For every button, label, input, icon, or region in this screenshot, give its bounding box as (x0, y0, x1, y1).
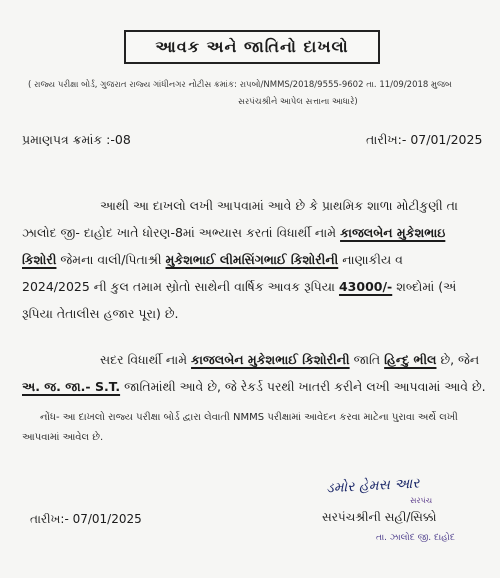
note-line1: નોંધ- આ દાખલો રાજ્ય પરીક્ષા બોર્ડ દ્વારા લેવાતી NMMS પરીક્ષામાં આવેદન કરવા માટેના પુરાવા અર્થે લખી (40, 412, 458, 423)
student-surname: કિશોરી (22, 252, 57, 267)
footer-date: તારીખ:- 07/01/2025 (30, 512, 142, 526)
para1-line2: ઝાલોદ જી- દાહોદ ખાતે ધોરણ-8માં અભ્યાસ કરતાં વિધાર્થી નામે કાજલબેન મુકેશભાઇ (22, 225, 446, 240)
parent-name: મુકેશભાઈ લીમસિંગભાઈ કિશોરીની (165, 252, 339, 267)
note-line2: આપવામાં આવેલ છે. (22, 432, 104, 443)
stamp-title: સરપંચ (410, 496, 433, 505)
issue-date: તારીખ:- 07/01/2025 (366, 132, 483, 147)
para2-line2: અ. જ. જા.- S.T. જાતિમાંથી આવે છે, જે રેકર્ડ પરથી ખાતરી કરીને લખી આપવામાં આવે છે. (22, 379, 486, 394)
student-name: કાજલબેન મુકેશભાઇ (340, 225, 446, 240)
para1-line4: 2024/2025 ની કુલ તમામ સ્રોતો સાથેની વાર્ષિક આવક રૂપિયા 43000/- શબ્દોમાં (અં (22, 279, 457, 294)
authority-reference-line2: સરપંચશ્રીને આપેલ સત્તાના આધારે) (238, 97, 358, 107)
para2-line1: સદર વિધાર્થી નામે કાજલબેન મુકેશભાઈ કિશોરીની જાતિ હિન્દુ ભીલ છે, જેન (100, 352, 480, 367)
handwritten-signature: ડમોર હેમસ આર (325, 475, 420, 497)
authority-reference-line1: ( રાજ્ય પરીક્ષા બોર્ડ, ગુજરાત રાજ્ય ગાંધીનગર નોટીસ ક્રમાંક: રાપબો/NMMS/2018/9555-9602 તા. 11/09/2018 મુજબ (28, 80, 452, 90)
certificate-number: પ્રમાણપત્ર ક્રમાંક :-08 (22, 132, 131, 147)
stamp-place: તા. ઝાલોદ જી. દાહોદ (376, 533, 455, 543)
para1-line3: કિશોરી જેમના વાલી/પિતાશ્રી મુકેશભાઈ લીમસિંગભાઈ કિશોરીની નાણાકીય વ (22, 252, 403, 267)
caste-name: હિન્દુ ભીલ (384, 352, 437, 367)
signature-label: સરપંચશ્રીની સહી/સિક્કો (322, 510, 437, 524)
caste-category: અ. જ. જા.- S.T. (22, 379, 121, 394)
para1-line1: આથી આ દાખલો લખી આપવામાં આવે છે કે પ્રાથમિક શાળા મોટીકુણી તા (100, 198, 458, 213)
para1-line5: રૂપિયા તેતાલીસ હજાર પૂરા) છે. (22, 306, 179, 321)
annual-income: 43000/- (338, 279, 393, 294)
certificate-title: આવક અને જાતિનો દાખલો (124, 30, 380, 64)
student-full-name: કાજલબેન મુકેશભાઈ કિશોરીની (191, 352, 350, 367)
